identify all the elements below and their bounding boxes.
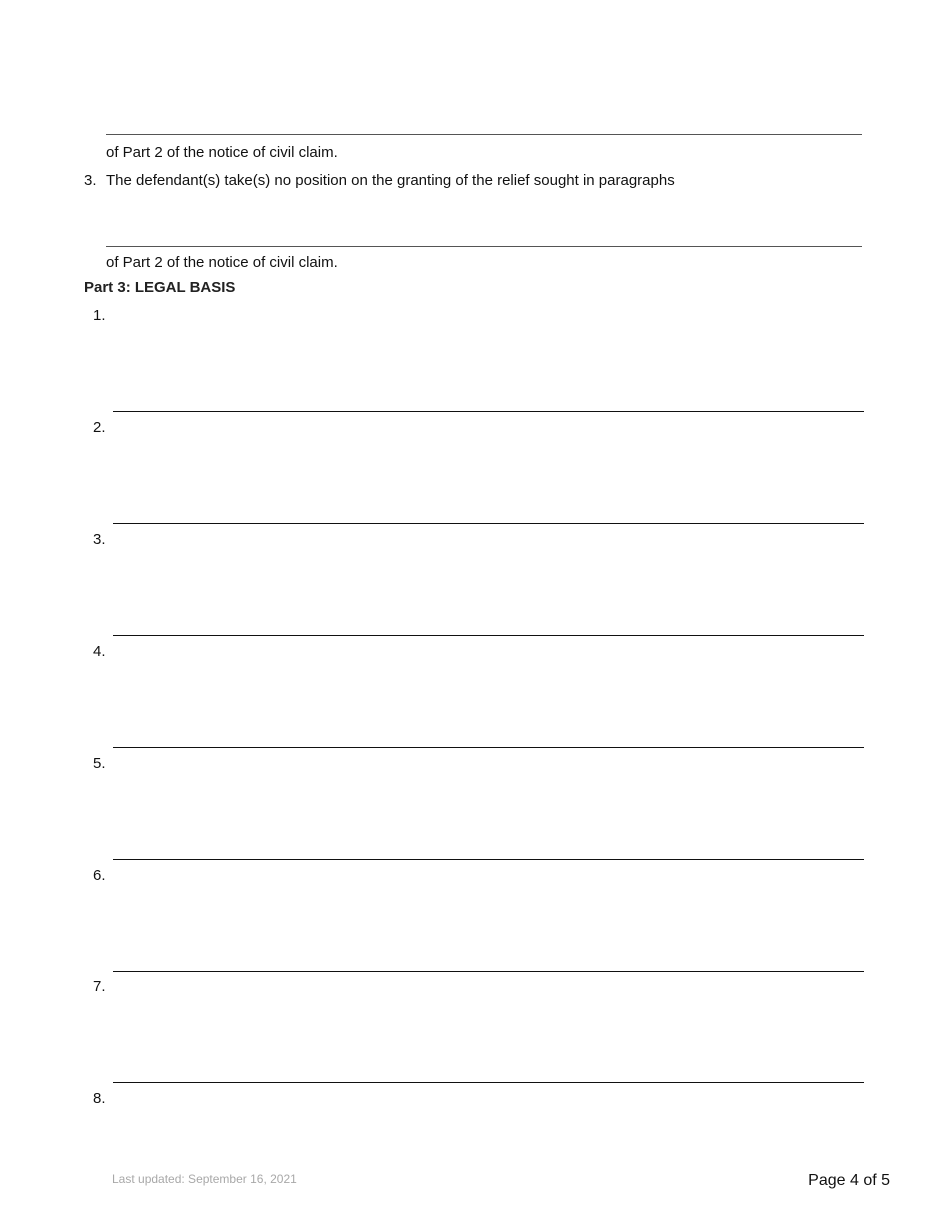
legal-basis-item-3-number: 3. (93, 531, 106, 548)
footer-page-number: Page 4 of 5 (808, 1172, 890, 1189)
legal-basis-item-1-number: 1. (93, 307, 106, 324)
legal-basis-item-3-field[interactable] (113, 536, 864, 636)
legal-basis-item-1-field[interactable] (113, 312, 864, 412)
part3-heading: Part 3: LEGAL BASIS (84, 279, 236, 296)
paragraphs-fill-line-2[interactable] (106, 246, 862, 247)
part2-continuation-text-2: of Part 2 of the notice of civil claim. (106, 254, 338, 271)
legal-basis-item-4-field[interactable] (113, 648, 864, 748)
legal-basis-item-6-field[interactable] (113, 872, 864, 972)
legal-basis-item-6-number: 6. (93, 867, 106, 884)
footer-last-updated: Last updated: September 16, 2021 (112, 1172, 297, 1186)
paragraphs-fill-line-1[interactable] (106, 134, 862, 135)
legal-basis-item-2-number: 2. (93, 419, 106, 436)
legal-basis-item-4-number: 4. (93, 643, 106, 660)
part2-continuation-text-1: of Part 2 of the notice of civil claim. (106, 144, 338, 161)
part2-item-3-text: The defendant(s) take(s) no position on the granting of the relief sought in paragraphs (106, 172, 675, 189)
legal-basis-item-2-field[interactable] (113, 424, 864, 524)
legal-basis-item-8-field[interactable] (113, 1095, 864, 1140)
legal-basis-item-5-number: 5. (93, 755, 106, 772)
legal-basis-item-7-number: 7. (93, 978, 106, 995)
part2-item-3-number: 3. (84, 172, 97, 189)
legal-basis-item-8-number: 8. (93, 1090, 106, 1107)
legal-basis-item-5-field[interactable] (113, 760, 864, 860)
legal-basis-item-7-field[interactable] (113, 983, 864, 1083)
